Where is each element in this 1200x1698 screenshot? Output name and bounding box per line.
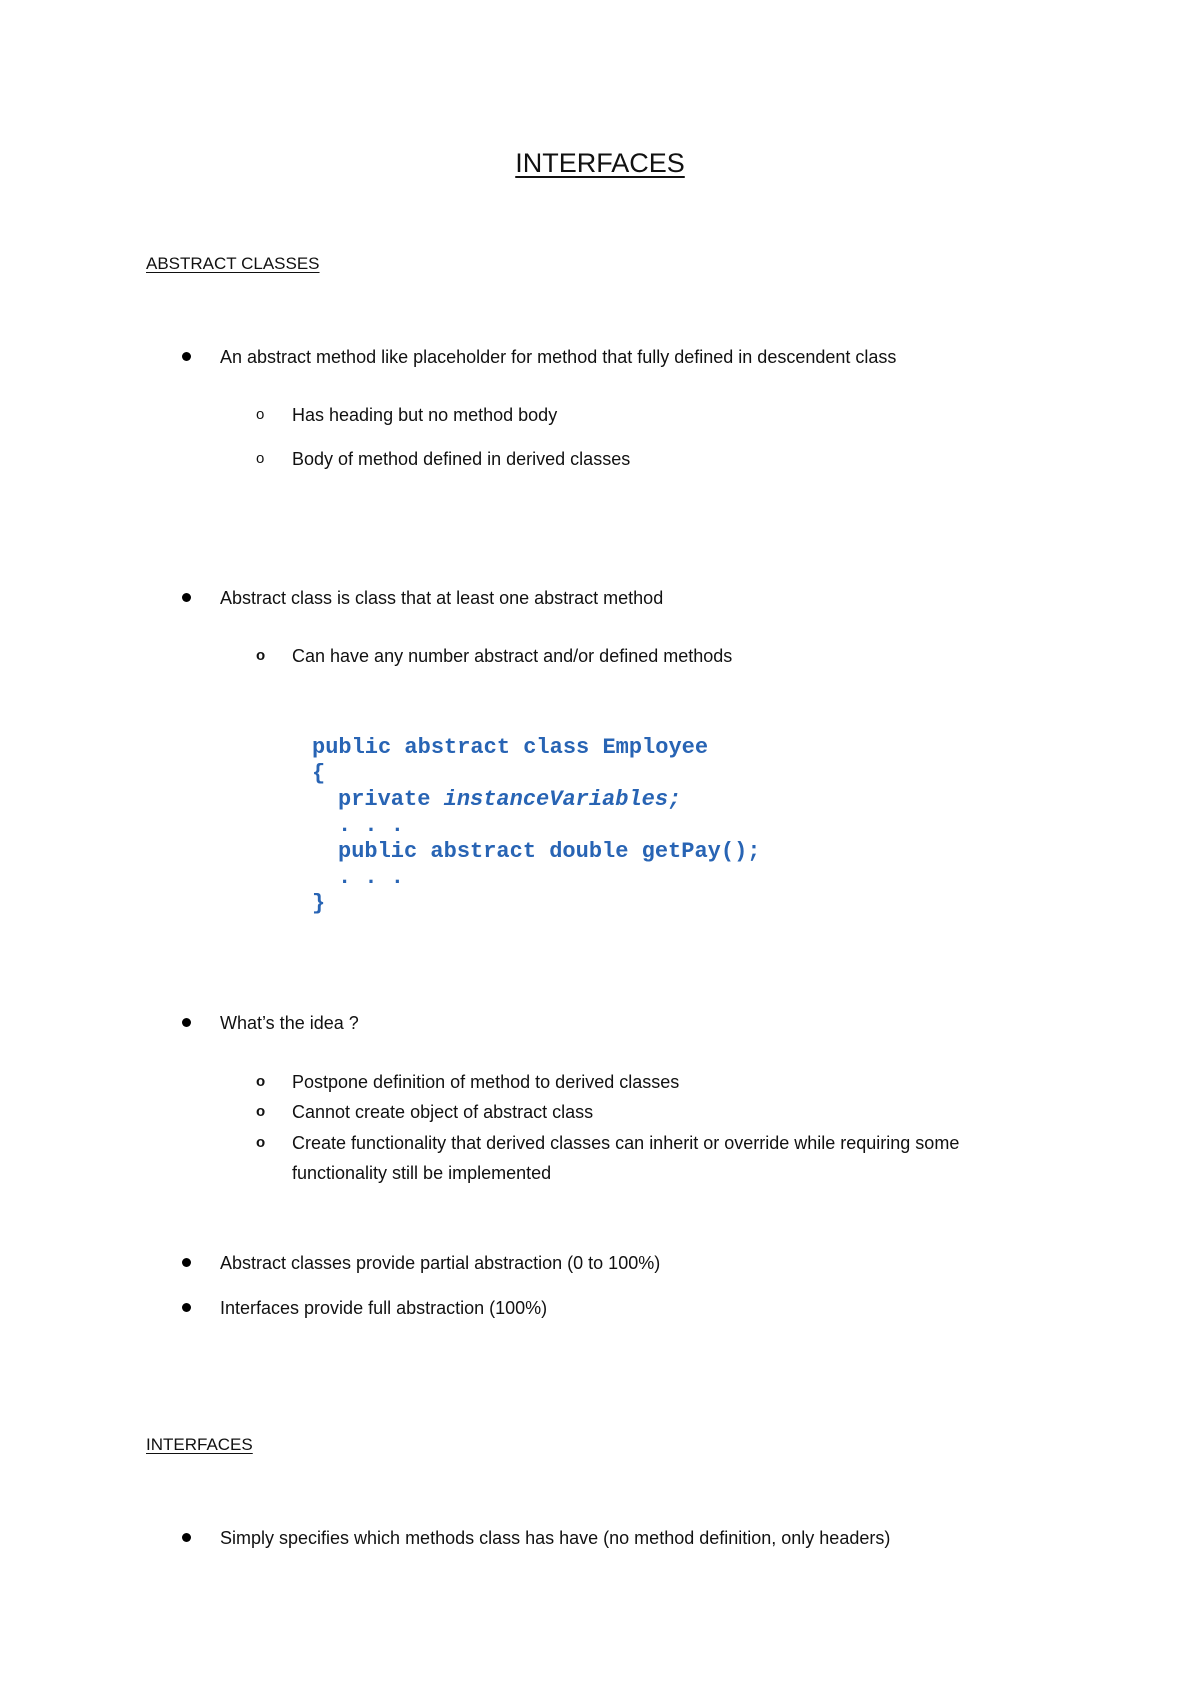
list-item-text: Interfaces provide full abstraction (100%) [220,1298,548,1318]
list-item-text: Simply specifies which methods class has have (no method definition, only headers) [220,1528,891,1548]
bullet-icon [182,1533,191,1542]
code-identifier: instanceVariables; [443,787,682,812]
code-block [312,735,760,917]
code-line: public abstract class Employee [312,735,709,760]
circle-bullet-icon: o [256,450,265,467]
sub-list-item-text: Postpone definition of method to derived classes [292,1072,680,1092]
code-line [312,787,760,813]
code-line: } [312,891,326,916]
section-heading-abstract-classes: ABSTRACT CLASSES [146,254,320,273]
bullet-icon [182,1018,191,1027]
code-line: public abstract double getPay(); [338,839,761,864]
code-line: { [312,761,326,786]
list-item-text: Abstract classes provide partial abstraction (0 to 100%) [220,1253,661,1273]
sub-list-item-text: Can have any number abstract and/or defined methods [292,646,733,666]
sub-list-item-text: Cannot create object of abstract class [292,1102,594,1122]
list-item-text: Abstract class is class that at least one abstract method [220,588,664,608]
code-line: . . . [338,865,405,890]
bullet-icon [182,1258,191,1267]
sub-list-item-text: Create functionality that derived classes can inherit or override while requiring some [292,1133,960,1153]
code-line: . . . [338,813,405,838]
circle-bullet-icon: o [256,406,265,423]
bullet-icon [182,593,191,602]
code-keyword: private [338,787,444,812]
sub-list-item-text-continued: functionality still be implemented [292,1163,552,1183]
page-title: INTERFACES [515,148,685,178]
list-item-text: What’s the idea ? [220,1013,359,1033]
circle-bullet-icon: o [256,1103,266,1120]
circle-bullet-icon: o [256,1134,266,1151]
sub-list-item-text: Has heading but no method body [292,405,558,425]
bullet-icon [182,1303,191,1312]
circle-bullet-icon: o [256,1073,266,1090]
sub-list-item-text: Body of method defined in derived classes [292,449,631,469]
bullet-icon [182,352,191,361]
list-item-text: An abstract method like placeholder for method that fully defined in descendent class [220,347,897,367]
section-heading-interfaces: INTERFACES [146,1435,253,1454]
circle-bullet-icon: o [256,647,266,664]
